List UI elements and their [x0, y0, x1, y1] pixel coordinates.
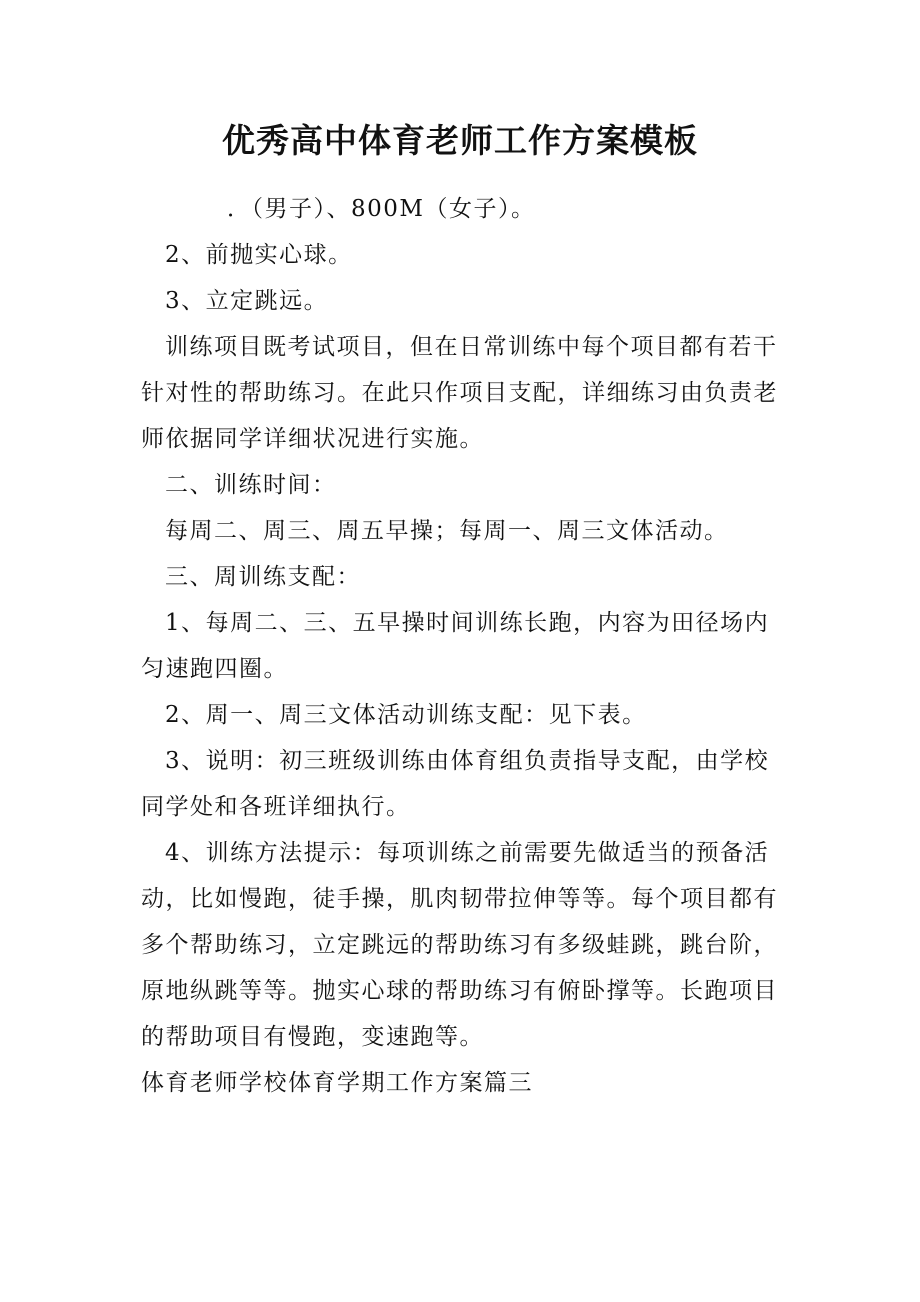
paragraph-line: 3、说明：初三班级训练由体育组负责指导支配，由学校 [165, 748, 770, 774]
paragraph-line: 每周二、周三、周五早操；每周一、周三文体活动。 [165, 518, 729, 544]
paragraph-line: 3、立定跳远。 [165, 288, 329, 314]
paragraph-line: 2、前抛实心球。 [165, 242, 353, 268]
paragraph-line: 多个帮助练习，立定跳远的帮助练习有多级蛙跳，跳台阶， [141, 932, 778, 958]
document-title: 优秀高中体育老师工作方案模板 [222, 121, 698, 160]
paragraph-line: 动，比如慢跑，徒手操，肌肉韧带拉伸等等。每个项目都有 [141, 886, 778, 912]
paragraph-line: 二、训练时间： [165, 472, 337, 498]
document-body [141, 186, 791, 1106]
paragraph-line: 原地纵跳等等。抛实心球的帮助练习有俯卧撑等。长跑项目 [141, 978, 778, 1004]
paragraph-line: 师依据同学详细状况进行实施。 [141, 426, 484, 452]
paragraph-line: 训练项目既考试项目，但在日常训练中每个项目都有若干 [165, 334, 778, 360]
paragraph-line: 4、训练方法提示：每项训练之前需要先做适当的预备活 [165, 840, 770, 866]
paragraph-line: 针对性的帮助练习。在此只作项目支配，详细练习由负责老 [141, 380, 778, 406]
paragraph-line: 的帮助项目有慢跑，变速跑等。 [141, 1024, 484, 1050]
section-heading: 体育老师学校体育学期工作方案篇三 [141, 1070, 533, 1096]
paragraph-line: 2、周一、周三文体活动训练支配：见下表。 [165, 702, 647, 728]
paragraph-line: 匀速跑四圈。 [141, 656, 288, 682]
paragraph-line: 同学处和各班详细执行。 [141, 794, 411, 820]
paragraph-line: 1、每周二、三、五早操时间训练长跑，内容为田径场内 [165, 610, 770, 636]
paragraph-line: ．（男子）、800M（女子）。 [227, 196, 536, 222]
paragraph-line: 三、周训练支配： [165, 564, 361, 590]
